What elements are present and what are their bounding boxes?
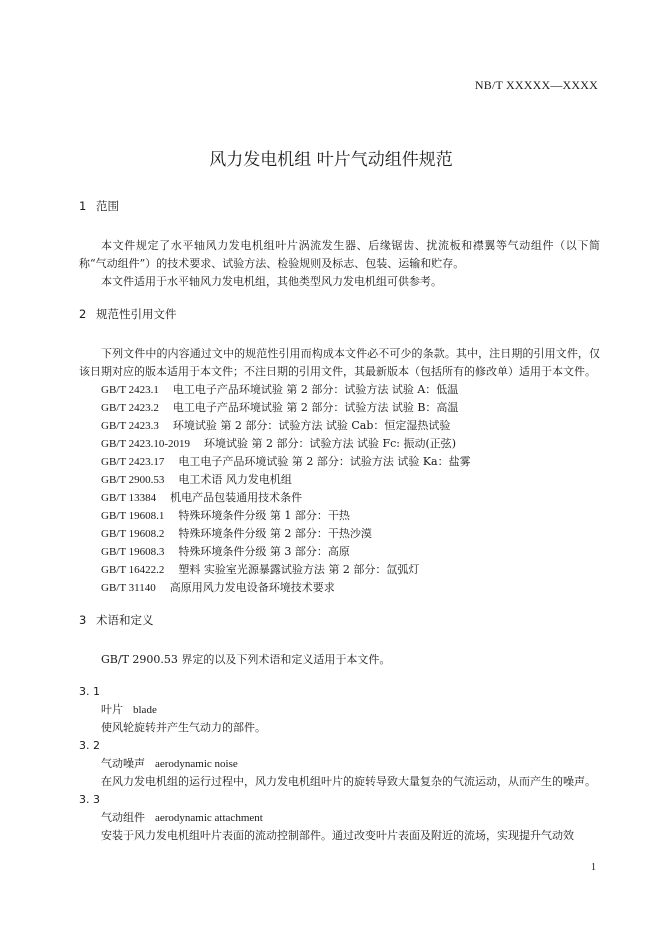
term-name-zh: 气动组件 <box>101 811 145 824</box>
reference-item <box>79 453 600 471</box>
reference-item <box>79 579 600 597</box>
term-name-zh: 叶片 <box>101 703 123 716</box>
term-name <box>79 809 600 827</box>
reference-title: 塑料 实验室光源暴露试验方法 第 2 部分：氙弧灯 <box>178 563 420 576</box>
term-entry-aerodynamic-attachment <box>79 791 600 845</box>
reference-code: GB/T 2423.17 <box>101 456 165 468</box>
reference-title: 特殊环境条件分级 第 2 部分：干热沙漠 <box>178 527 372 540</box>
scope-paragraph-2: 本文件适用于水平轴风力发电机组，其他类型风力发电机组可供参考。 <box>101 275 442 288</box>
section-heading-terms-definitions <box>79 611 600 629</box>
reference-title: 机电产品包装通用技术条件 <box>170 491 303 504</box>
reference-code: GB/T 13384 <box>101 492 157 504</box>
reference-code: GB/T 2423.1 <box>101 384 159 396</box>
section-number: 1 <box>79 199 87 213</box>
reference-title: 环境试验 第 2 部分：试验方法 试验 Fc: 振动(正弦) <box>204 437 457 450</box>
term-name-en: aerodynamic attachment <box>155 812 263 824</box>
section-title: 范围 <box>96 199 119 213</box>
reference-title: 特殊环境条件分级 第 3 部分：高原 <box>178 545 350 558</box>
reference-item <box>79 561 600 579</box>
reference-code: GB/T 31140 <box>101 582 156 594</box>
term-name <box>79 701 600 719</box>
term-name <box>79 755 600 773</box>
reference-code: GB/T 19608.3 <box>101 546 165 558</box>
reference-code: GB/T 2900.53 <box>101 474 165 486</box>
section-heading-scope <box>79 197 600 215</box>
section-title: 术语和定义 <box>96 613 154 627</box>
reference-code: GB/T 2423.3 <box>101 420 159 432</box>
term-number: 3. 1 <box>79 685 100 698</box>
document-body <box>79 197 600 845</box>
reference-item <box>79 489 600 507</box>
scope-paragraph-1: 本文件规定了水平轴风力发电机组叶片涡流发生器、后缘锯齿、扰流板和襟翼等气动组件（以下简称“气动组件”）的技术要求、试验方法、检验规则及标志、包装、运输和贮存。 <box>79 239 600 270</box>
section-number: 2 <box>79 307 87 321</box>
reference-title: 环境试验 第 2 部分：试验方法 试验 Cab：恒定湿热试验 <box>172 419 451 432</box>
reference-title: 电工术语 风力发电机组 <box>178 473 292 486</box>
terms-intro: GB/T 2900.53 界定的以及下列术语和定义适用于本文件。 <box>101 653 391 666</box>
reference-item <box>79 417 600 435</box>
references-intro: 下列文件中的内容通过文中的规范性引用而构成本文件必不可少的条款。其中，注日期的引用文件，仅该日期对应的版本适用于本文件；不注日期的引用文件，其最新版本（包括所有的修改单）适用于本文件。 <box>79 347 600 378</box>
reference-title: 电工电子产品环境试验 第 2 部分：试验方法 试验 A：低温 <box>172 383 459 396</box>
section-title: 规范性引用文件 <box>96 307 177 321</box>
term-definition: 使风轮旋转并产生气动力的部件。 <box>101 721 266 734</box>
reference-item <box>79 543 600 561</box>
reference-code: GB/T 2423.2 <box>101 402 159 414</box>
reference-item <box>79 381 600 399</box>
reference-title: 电工电子产品环境试验 第 2 部分：试验方法 试验 Ka：盐雾 <box>178 455 471 468</box>
term-name-en: blade <box>133 704 157 716</box>
reference-title: 高原用风力发电设备环境技术要求 <box>169 581 335 594</box>
term-name-en: aerodynamic noise <box>155 758 238 770</box>
document-title: 风力发电机组 叶片气动组件规范 <box>209 150 453 170</box>
page-number: 1 <box>591 862 596 873</box>
term-name-zh: 气动噪声 <box>101 757 145 770</box>
term-entry-blade <box>79 683 600 737</box>
term-number: 3. 2 <box>79 739 100 752</box>
reference-item <box>79 435 600 453</box>
reference-code: GB/T 19608.2 <box>101 528 165 540</box>
section-heading-normative-references <box>79 305 600 323</box>
reference-code: GB/T 19608.1 <box>101 510 165 522</box>
standard-code: NB/T XXXXX—XXXX <box>474 78 598 92</box>
term-definition: 在风力发电机组的运行过程中，风力发电机组叶片的旋转导致大量复杂的气流运动，从而产生的噪声。 <box>101 775 596 788</box>
reference-title: 特殊环境条件分级 第 1 部分：干热 <box>178 509 350 522</box>
reference-item <box>79 507 600 525</box>
reference-item <box>79 525 600 543</box>
reference-title: 电工电子产品环境试验 第 2 部分：试验方法 试验 B：高温 <box>172 401 459 414</box>
reference-code: GB/T 16422.2 <box>101 564 165 576</box>
term-entry-aerodynamic-noise <box>79 737 600 791</box>
term-definition: 安装于风力发电机组叶片表面的流动控制部件。通过改变叶片表面及附近的流场，实现提升气动效 <box>101 829 574 842</box>
term-number: 3. 3 <box>79 793 100 806</box>
section-number: 3 <box>79 613 87 627</box>
reference-item <box>79 471 600 489</box>
reference-item <box>79 399 600 417</box>
reference-code: GB/T 2423.10-2019 <box>101 438 191 450</box>
